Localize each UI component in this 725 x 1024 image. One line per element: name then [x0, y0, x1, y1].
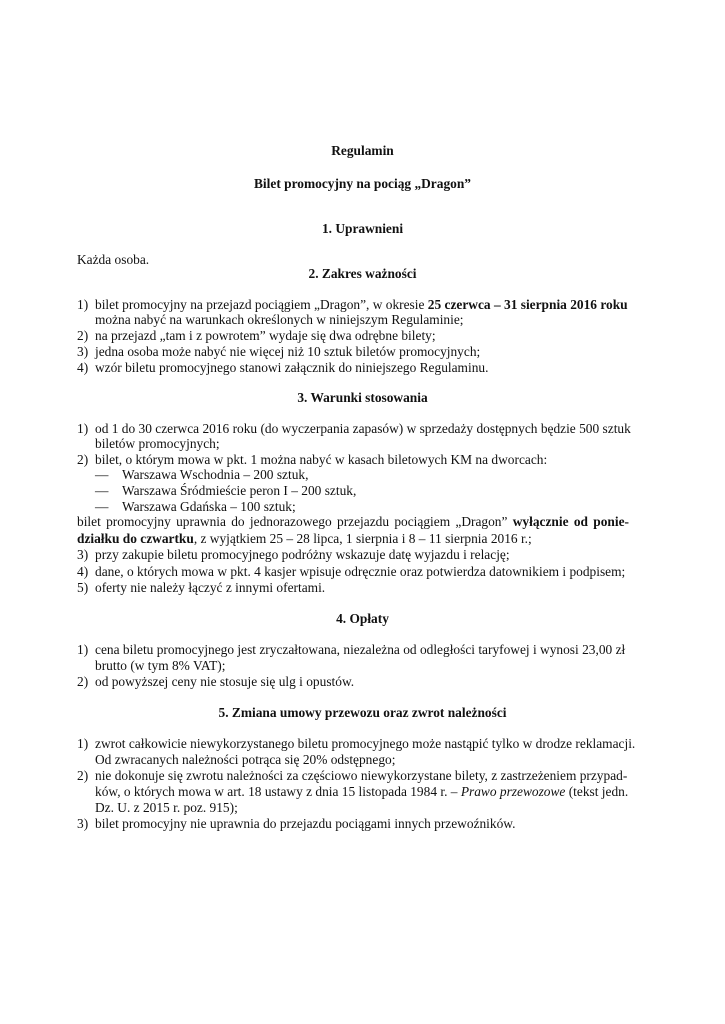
dash-bullet: —: [95, 467, 109, 482]
list-item: przy zakupie biletu promocyjnego podróżny wskazuje datę wyjazdu i relację;: [95, 547, 510, 562]
list-number: 1): [77, 642, 89, 657]
list-item: wzór biletu promocyjnego stanowi załącznik do niniejszego Regulaminu.: [95, 360, 489, 375]
paragraph-line: działku do czwartku, z wyjątkiem 25 – 28 lipca, 1 sierpnia i 8 – 11 sierpnia 2016 r.;: [77, 531, 532, 546]
list-item-continuation: brutto (w tym 8% VAT);: [95, 658, 226, 673]
list-number: 3): [77, 816, 89, 831]
list-item-continuation: biletów promocyjnych;: [95, 436, 220, 451]
date-range: 25 czerwca – 31 sierpnia 2016 roku: [427, 297, 628, 312]
list-number: 1): [77, 297, 89, 312]
list-number: 1): [77, 736, 89, 751]
list-item: od powyższej ceny nie stosuje się ulg i opustów.: [95, 674, 355, 689]
list-item: na przejazd „tam i z powrotem” wydaje się dwa odrębne bilety;: [95, 328, 436, 343]
list-item: oferty nie należy łączyć z innymi ofertami.: [95, 580, 326, 595]
doc-subtitle: Bilet promocyjny na pociąg „Dragon”: [254, 176, 471, 191]
station-item: Warszawa Śródmieście peron I – 200 sztuk,: [122, 483, 357, 498]
list-number: 4): [77, 360, 89, 375]
list-number: 2): [77, 452, 89, 467]
list-item: od 1 do 30 czerwca 2016 roku (do wyczerpania zapasów) w sprzedaży dostępnych będzie 500 sztuk: [95, 421, 631, 436]
act-title: Prawo przewozowe: [460, 784, 566, 799]
section-1-heading: 1. Uprawnieni: [321, 221, 404, 236]
list-number: 2): [77, 328, 89, 343]
list-item-continuation: ków, o których mowa w art. 18 ustawy z dnia 15 listopada 1984 r. – Prawo przewozowe (tekst jedn.: [95, 784, 629, 799]
list-item-continuation: Od zwracanych należności potrąca się 20% odstępnego;: [95, 752, 396, 767]
list-number: 4): [77, 564, 89, 579]
section-3-heading: 3. Warunki stosowania: [297, 390, 428, 405]
list-item: nie dokonuje się zwrotu należności za częściowo niewykorzystane bilety, z zastrzeżeniem przypad-: [95, 768, 628, 783]
list-number: 1): [77, 421, 89, 436]
list-number: 3): [77, 344, 89, 359]
paragraph-line: bilet promocyjny uprawnia do jednorazowego przejazdu pociągiem „Dragon” wyłącznie od ponie-: [77, 514, 629, 529]
section-5-heading: 5. Zmiana umowy przewozu oraz zwrot należności: [218, 705, 507, 720]
list-item: bilet, o którym mowa w pkt. 1 można nabyć w kasach biletowych KM na dworcach:: [95, 452, 548, 467]
station-item: Warszawa Gdańska – 100 sztuk;: [122, 499, 296, 514]
list-number: 5): [77, 580, 89, 595]
list-item: bilet promocyjny na przejazd pociągiem „Dragon”, w okresie 25 czerwca – 31 sierpnia 2016 roku: [95, 297, 628, 312]
list-item: cena biletu promocyjnego jest zryczałtowana, niezależna od odległości taryfowej i wynosi 23,00 zł: [95, 642, 626, 657]
section-2-heading: 2. Zakres ważności: [308, 266, 417, 281]
section-4-heading: 4. Opłaty: [336, 611, 389, 626]
list-item: jedna osoba może nabyć nie więcej niż 10 sztuk biletów promocyjnych;: [95, 344, 481, 359]
list-item-continuation: Dz. U. z 2015 r. poz. 915);: [95, 800, 238, 815]
list-item: bilet promocyjny nie uprawnia do przejazdu pociągami innych przewoźników.: [95, 816, 516, 831]
list-item: dane, o których mowa w pkt. 4 kasjer wpisuje odręcznie oraz potwierdza datownikiem i podpisem;: [95, 564, 626, 579]
section-1-text: Każda osoba.: [77, 252, 150, 267]
dash-bullet: —: [95, 499, 109, 514]
list-item-continuation: można nabyć na warunkach określonych w niniejszym Regulaminie;: [95, 312, 464, 327]
list-item: zwrot całkowicie niewykorzystanego biletu promocyjnego może nastąpić tylko w drodze reklamacji.: [95, 736, 636, 751]
station-item: Warszawa Wschodnia – 200 sztuk,: [122, 467, 309, 482]
list-number: 3): [77, 547, 89, 562]
list-number: 2): [77, 674, 89, 689]
dash-bullet: —: [95, 483, 109, 498]
list-number: 2): [77, 768, 89, 783]
doc-title: Regulamin: [331, 143, 394, 158]
